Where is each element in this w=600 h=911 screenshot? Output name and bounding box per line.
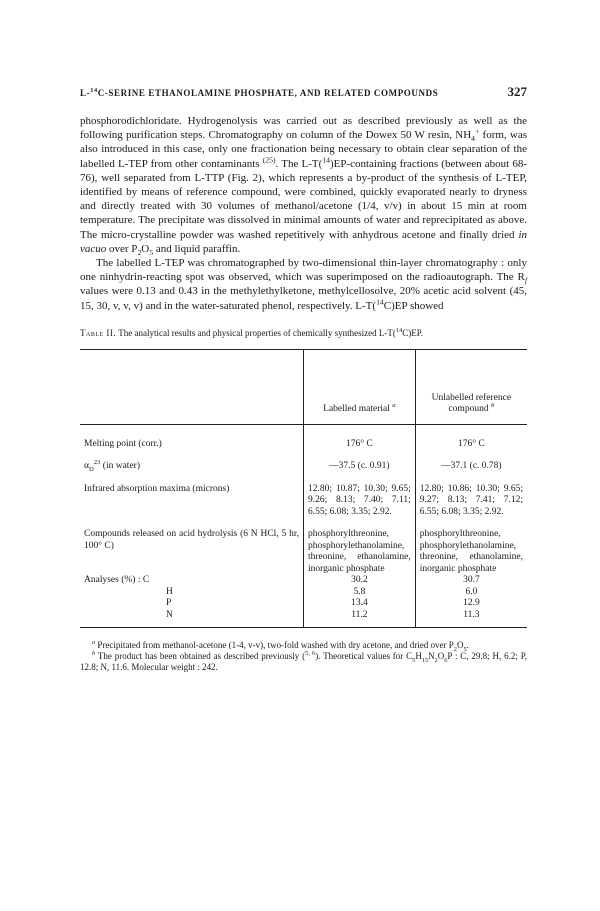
table-row-analyses-n: N 11.2 11.3 [80, 610, 527, 628]
footnotes [80, 640, 527, 673]
table-row-analyses-p: P 13.4 12.9 [80, 598, 527, 610]
footnote-b: $^b$ The product has been obtained as described previously ($^{5, 6}$). Theoretical values for $C_5H_{15}N_2O_6P$ : C, 29.8; H, 6.2; P, 12.8; N, 11.6. Molecular weight : 242. [80, 650, 527, 673]
paragraph-1: phosphorodichloridate. Hydrogenolysis was carried out as described previously as well as the following purification steps. Chromatography on column of the Dowex 50 W resin, $NH_4^+$ form, was also introduced in this case, only one fractionation being necessary to obtain clear separation of the labelled L-TEP from other contaminants $^{(25)}$. The L-T($^{14}$)EP-containing fractions (between about 68-76), well separated from L-TTP (Fig. 2), which represents a by-product of the synthesis of L-TEP, identified by means of reference compound, were combined, quickly evaporated nearly to dryness and directly treated with 30 volumes of methanol/acetone (1/4, v/v) in about 15 min at room temperature. The precipitate was dissolved in minimal amounts of water and reprecipitated as above. The micro-crystalline powder was washed repetitively with anhydrous acetone and finally dried in vacuo over $P_2O_5$ and liquid paraffin. [80, 115, 528, 258]
running-head-title: L-$^{14}$C-SERINE ETHANOLAMINE PHOSPHATE, AND RELATED COMPOUNDS [80, 87, 439, 98]
footnote-a: $^a$ Precipitated from methanol-acetone (1-4, v-v), two-fold washed with dry acetone, and dried over $P_2O_5$. [92, 639, 469, 654]
header-unlabelled: Unlabelled reference compound $^b$ [415, 349, 527, 424]
optical-rotation-label: $\alpha_D^{23}$ (in water) [84, 459, 140, 474]
table-row-analyses-h: H 5.8 6.0 [80, 587, 527, 599]
body-text [80, 114, 527, 313]
table-caption: Table II. The analytical results and physical properties of chemically synthesized L-T($^{14}$C)EP. [80, 326, 423, 338]
table-row-hydrolysis: Compounds released on acid hydrolysis (6 N HCl, 5 hr, 100° C) phosphorylthreonine, phosphorylethanolamine, threonine, ethanolamine, inorganic phosphate phosphorylthreonine, phosphorylethanolamine, threonine, ethanolamine, inorganic phosphate [80, 529, 527, 575]
analyses-label: Analyses (%) : [84, 575, 141, 586]
header-labelled: Labelled material $^a$ [304, 349, 416, 424]
results-table [80, 349, 527, 629]
paragraph-2: The labelled L-TEP was chromatographed by two-dimensional thin-layer chromatography : only one ninhydrin-reacting spot was observed, which was superimposed on the radioautograph. The $R_f$ values were 0.13 and 0.43 in the methylethylketone, methylcellosolve, 20% acetic acid solvent (45, 15, 30, v, v, v) and in the water-saturated phenol, respectively. L-T($^{14}$C)EP showed [80, 257, 527, 312]
table-row-infrared: Infrared absorption maxima (microns) 12.80; 10.87; 10.30; 9.65; 9.26; 8.13; 7.40; 7.11; 6.55; 6.08; 3.35; 2.92. 12.80; 10.86; 10.30; 9.65; 9.27; 8.13; 7.41; 7.12; 6.55; 6.08; 3.35; 2.92. [80, 484, 527, 530]
table-header-row [80, 349, 527, 424]
table-row-melting-point: Melting point (corr.) 176° C 176° C [80, 439, 527, 462]
page-number: 327 [507, 84, 527, 99]
running-head [80, 84, 527, 102]
header-blank [80, 349, 304, 424]
table-row-optical-rotation: $\alpha_D^{23}$ (in water) —37.5 (c. 0.91) —37.1 (c. 0.78) [80, 461, 527, 484]
table-row-analyses-c: Analyses (%) : C 30.2 30.7 [80, 575, 527, 587]
journal-page [80, 84, 527, 673]
